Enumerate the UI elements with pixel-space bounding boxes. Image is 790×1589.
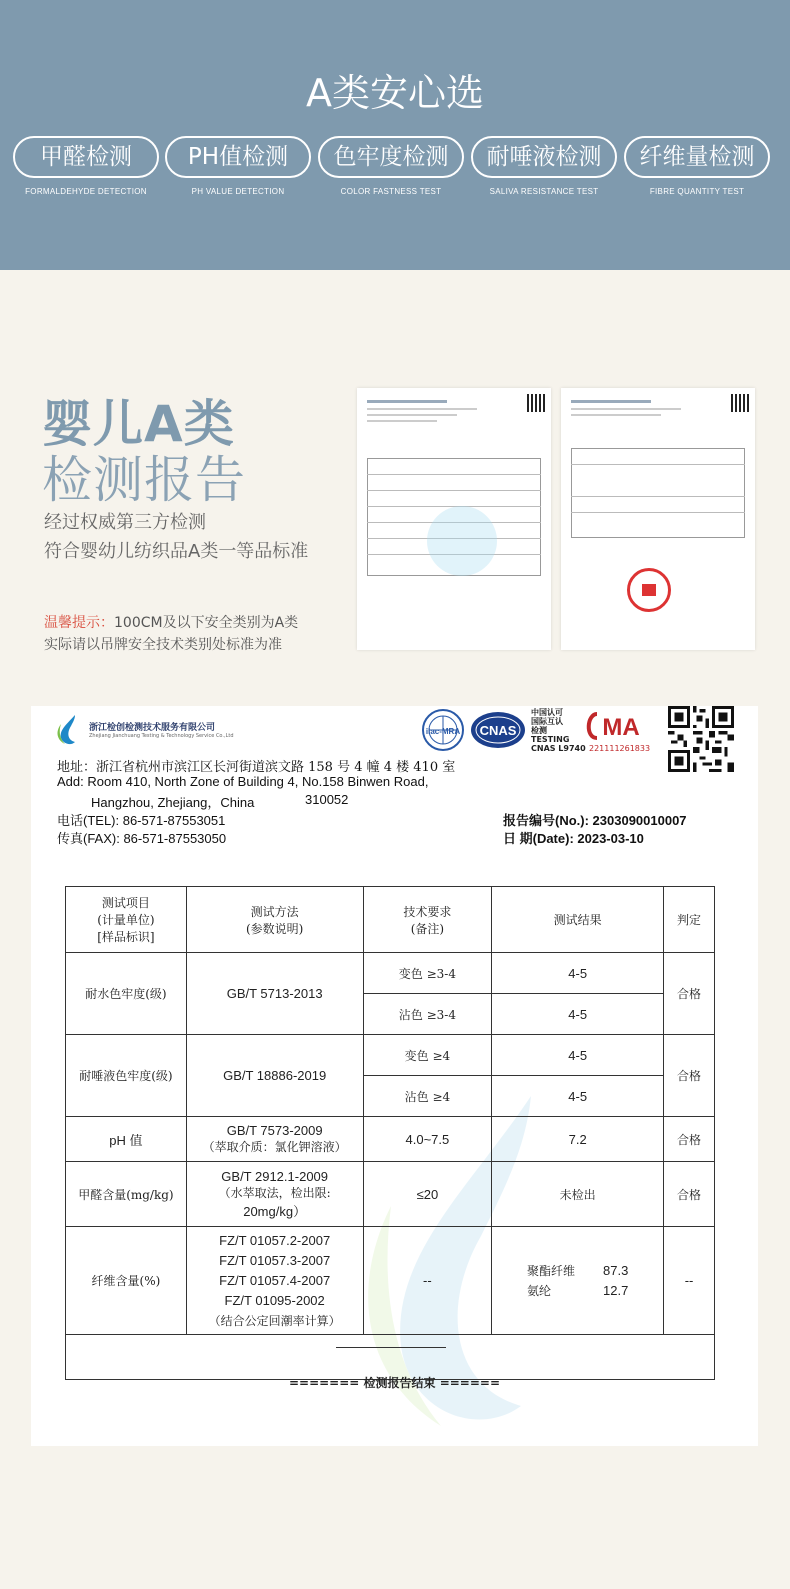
table-row xyxy=(66,953,715,994)
r4-verdict: 合格 xyxy=(664,1162,715,1227)
results-table xyxy=(65,886,715,1380)
heading-report: 检测报告 xyxy=(42,451,246,509)
tip-line1 xyxy=(44,612,298,632)
report-number: 报告编号(No.): 2303090010007 xyxy=(503,813,687,828)
r5-method-1: FZ/T 01057.2-2007 xyxy=(219,1232,331,1248)
pill-fibre: 纤维量检测 xyxy=(624,136,770,178)
r5-fiber1: 聚酯纤维 xyxy=(527,1263,576,1278)
r2-req-a: 变色 ≥4 xyxy=(363,1035,492,1076)
pill-formaldehyde: 甲醛检测 xyxy=(13,136,159,178)
table-blank-row xyxy=(66,1335,715,1380)
cert-text-5: CNAS L9740 xyxy=(531,744,586,753)
r2-method: GB/T 18886-2019 xyxy=(186,1035,363,1117)
r4-item: 甲醛含量(mg/kg) xyxy=(66,1162,187,1227)
report-date: 日 期(Date): 2023-03-10 xyxy=(503,831,644,846)
header-item-3: [样品标识] xyxy=(97,930,155,944)
r5-method-4: FZ/T 01095-2002 xyxy=(224,1292,325,1308)
cma-logo-icon xyxy=(583,708,645,744)
pill-en-saliva: SALIVA RESISTANCE TEST xyxy=(489,187,599,196)
header-item-2: (计量单位) xyxy=(97,913,155,927)
table-header-row xyxy=(66,887,715,953)
r1-res-b: 4-5 xyxy=(492,994,664,1035)
r4-method-3: 20mg/kg） xyxy=(243,1203,307,1219)
intro-line1: 经过权威第三方检测 xyxy=(44,512,206,533)
r4-method xyxy=(186,1162,363,1227)
pill-en-ph: PH VALUE DETECTION xyxy=(191,187,285,196)
r3-method-1: GB/T 7573-2009 xyxy=(226,1123,323,1138)
table-row xyxy=(66,1162,715,1227)
r5-item: 纤维含量(%) xyxy=(66,1227,187,1335)
fax: 传真(FAX): 86-571-87553050 xyxy=(57,831,227,846)
table-row xyxy=(66,1117,715,1162)
cert-text-1: 中国认可 xyxy=(531,708,563,717)
r2-verdict: 合格 xyxy=(664,1035,715,1117)
address-en-2: Hangzhou, Zhejiang，China xyxy=(91,795,255,810)
intro-line2: 符合婴幼儿纺织品A类一等品标准 xyxy=(44,541,309,562)
cert-text-2: 国际互认 xyxy=(531,717,563,726)
r5-method-3: FZ/T 01057.4-2007 xyxy=(219,1272,331,1288)
header-item xyxy=(66,887,187,953)
table-row xyxy=(66,1227,715,1335)
cert-text-3: 检测 xyxy=(531,726,547,735)
r3-item: pH 值 xyxy=(66,1117,187,1162)
company-name-cn: 浙江检创检测技术服务有限公司 xyxy=(89,723,216,733)
top-banner xyxy=(0,0,790,270)
r1-method: GB/T 5713-2013 xyxy=(186,953,363,1035)
pill-en-fibre: FIBRE QUANTITY TEST xyxy=(649,187,745,196)
heading-baby-a: 婴儿A类 xyxy=(42,395,235,453)
header-method-2: (参数说明) xyxy=(245,921,304,936)
tip-label: 温馨提示： xyxy=(44,615,114,631)
r5-method-2: FZ/T 01057.3-2007 xyxy=(219,1252,331,1268)
r3-req: 4.0~7.5 xyxy=(363,1117,492,1162)
header-req-2: (备注) xyxy=(410,921,445,936)
report-thumbnail-page2 xyxy=(561,388,755,650)
r5-method-5: （结合公定回潮率计算） xyxy=(208,1313,341,1328)
r4-method-2: （水萃取法，检出限: xyxy=(218,1185,331,1200)
r4-req: ≤20 xyxy=(363,1162,492,1227)
r2-res-b: 4-5 xyxy=(492,1076,664,1117)
header-method-1: 测试方法 xyxy=(250,904,299,919)
r3-method xyxy=(186,1117,363,1162)
r1-res-a: 4-5 xyxy=(492,953,664,994)
cert-text-block xyxy=(531,708,586,753)
test-report xyxy=(31,706,758,1446)
r2-req-b: 沾色 ≥4 xyxy=(363,1076,492,1117)
r5-fiber2: 氨纶 xyxy=(527,1283,552,1298)
header-verdict: 判定 xyxy=(664,887,715,953)
r3-verdict: 合格 xyxy=(664,1117,715,1162)
r5-req: -- xyxy=(363,1227,492,1335)
r5-verdict: -- xyxy=(664,1227,715,1335)
postcode: 310052 xyxy=(305,792,349,807)
cma-text: MA xyxy=(602,714,640,741)
pill-en-color-fastness: COLOR FASTNESS TEST xyxy=(340,187,442,196)
table-row xyxy=(66,1035,715,1076)
r1-req-b: 沾色 ≥3-4 xyxy=(363,994,492,1035)
r1-verdict: 合格 xyxy=(664,953,715,1035)
r1-item: 耐水色牢度(级) xyxy=(66,953,187,1035)
tip-line2: 实际请以吊牌安全技术类别处标准为准 xyxy=(44,637,282,653)
pill-ph: PH值检测 xyxy=(165,136,311,178)
r5-val1: 87.3 xyxy=(603,1262,629,1278)
cert-text-4: TESTING xyxy=(531,735,570,744)
blank-cell xyxy=(66,1335,715,1380)
r5-method xyxy=(186,1227,363,1335)
company-logo-icon xyxy=(55,714,83,746)
header-item-1: 测试项目 xyxy=(101,896,150,910)
ilac-mra-logo-icon xyxy=(419,708,467,752)
r1-req-a: 变色 ≥3-4 xyxy=(363,953,492,994)
header-requirement xyxy=(363,887,492,953)
tel: 电话(TEL): 86-571-87553051 xyxy=(57,813,226,828)
report-end: ======= 检测报告结束 ====== xyxy=(288,1376,501,1390)
header-method xyxy=(186,887,363,953)
cma-number: 221111261833 xyxy=(589,744,651,753)
r4-method-1: GB/T 2912.1-2009 xyxy=(221,1168,329,1184)
r2-res-a: 4-5 xyxy=(492,1035,664,1076)
address-cn: 地址：浙江省杭州市滨江区长河街道滨文路 158 号 4 幢 4 楼 410 室 xyxy=(57,760,456,775)
company-name-en: Zhejiang Jianchuang Testing & Technology Service Co.,Ltd xyxy=(89,733,234,739)
qr-code-icon xyxy=(668,706,734,772)
r5-val2: 12.7 xyxy=(603,1282,629,1298)
pill-color-fastness: 色牢度检测 xyxy=(318,136,464,178)
r5-res xyxy=(492,1227,664,1335)
cnas-logo-icon xyxy=(469,708,527,752)
tip-text: 100CM及以下安全类别为A类 xyxy=(114,615,299,631)
r5-res-line1 xyxy=(496,1261,659,1281)
r4-res: 未检出 xyxy=(492,1162,664,1227)
header-result: 测试结果 xyxy=(492,887,664,953)
r3-res: 7.2 xyxy=(492,1117,664,1162)
r2-item: 耐唾液色牢度(级) xyxy=(66,1035,187,1117)
report-thumbnail-page1 xyxy=(357,388,551,650)
blank-line xyxy=(336,1347,446,1348)
ilac-text: ilac-MRA xyxy=(425,727,461,736)
cnas-text: CNAS xyxy=(479,723,517,738)
address-en-1: Add: Room 410, North Zone of Building 4, No.158 Binwen Road, xyxy=(57,774,429,789)
pill-en-formaldehyde: FORMALDEHYDE DETECTION xyxy=(25,187,147,196)
pill-saliva: 耐唾液检测 xyxy=(471,136,617,178)
r3-method-2: （萃取介质：氯化钾溶液） xyxy=(202,1140,347,1154)
banner-title: A类安心选 xyxy=(306,71,484,115)
r5-res-line2 xyxy=(496,1281,659,1301)
header-req-1: 技术要求 xyxy=(403,904,452,919)
